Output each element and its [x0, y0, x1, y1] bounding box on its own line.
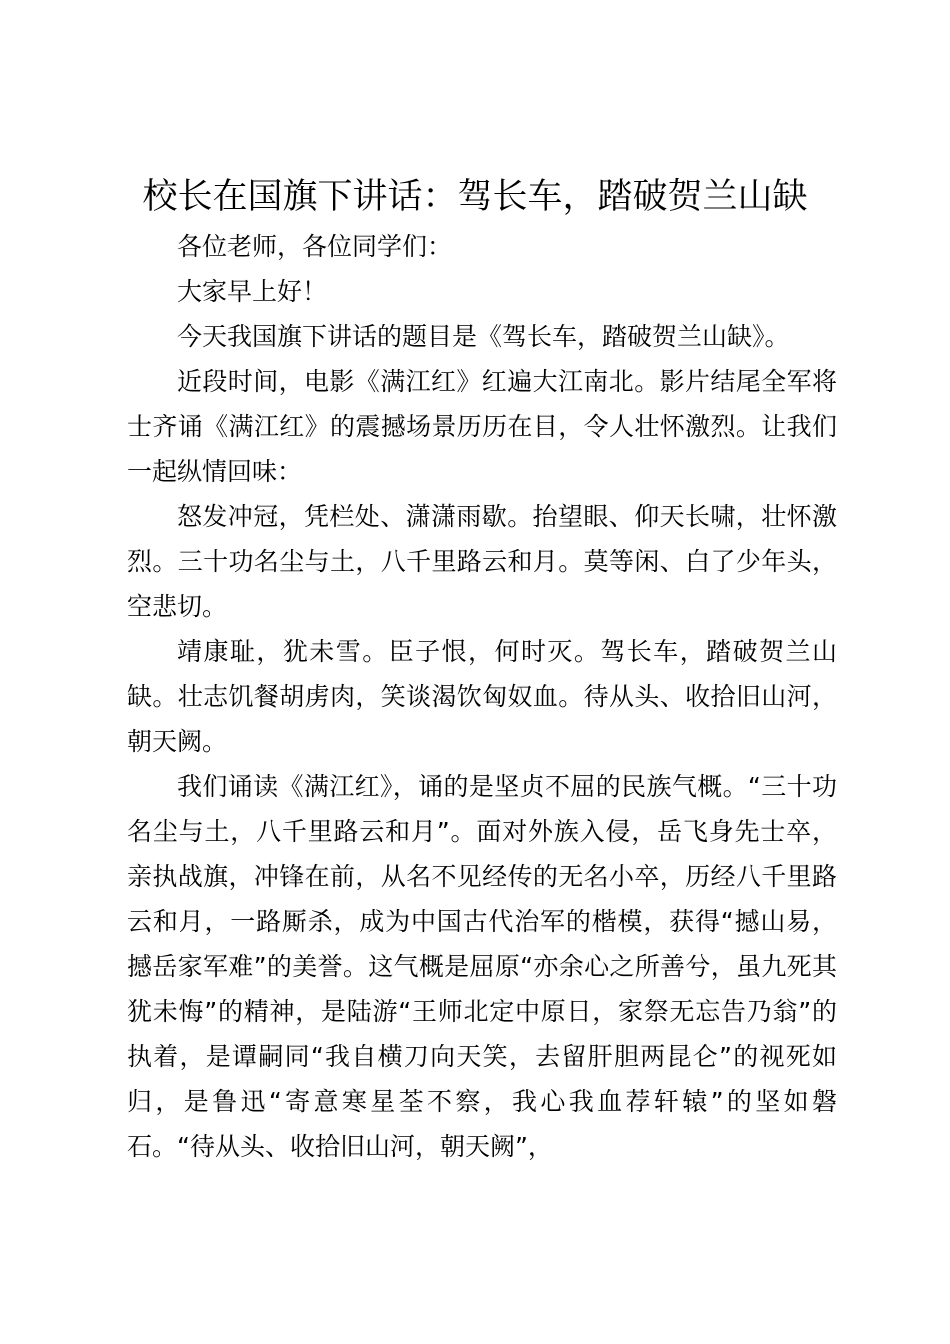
document-title: 校长在国旗下讲话：驾长车，踏破贺兰山缺 [142, 177, 808, 217]
paragraph-greeting: 各位老师，各位同学们： [177, 232, 453, 261]
paragraph-poem-stanza-2: 靖康耻，犹未雪。臣子恨，何时灭。驾长车，踏破贺兰山缺。壮志饥餐胡虏肉，笑谈渴饮匈奴血。待从头、收拾旧山河，朝天阙。 [127, 637, 837, 756]
paragraph-good-morning: 大家早上好！ [177, 277, 328, 306]
paragraph-poem-stanza-1: 怒发冲冠，凭栏处、潇潇雨歇。抬望眼、仰天长啸，壮怀激烈。三十功名尘与土，八千里路云和月。莫等闲、白了少年头，空悲切。 [127, 502, 837, 621]
paragraph-film: 近段时间，电影《满江红》红遍大江南北。影片结尾全军将士齐诵《满江红》的震撼场景历历在目，令人壮怀激烈。让我们一起纵情回味： [127, 367, 837, 486]
paragraph-topic: 今天我国旗下讲话的题目是《驾长车，踏破贺兰山缺》。 [177, 322, 790, 351]
paragraph-reflection: 我们诵读《满江红》，诵的是坚贞不屈的民族气概。“三十功名尘与土，八千里路云和月”。面对外族入侵，岳飞身先士卒，亲执战旗，冲锋在前，从名不见经传的无名小卒，历经八千里路云和月，一路厮杀，成为中国古代治军的楷模，获得“撼山易，撼岳家军难”的美誉。这气概是屈原“亦余心之所善兮，虽九死其犹未悔”的精神，是陆游“王师北定中原日，家祭无忘告乃翁”的执着，是谭嗣同“我自横刀向天笑，去留肝胆两昆仑”的视死如归，是鲁迅“寄意寒星荃不察，我心我血荐轩辕”的坚如磐石。“待从头、收拾旧山河，朝天阙”， [127, 772, 837, 1161]
